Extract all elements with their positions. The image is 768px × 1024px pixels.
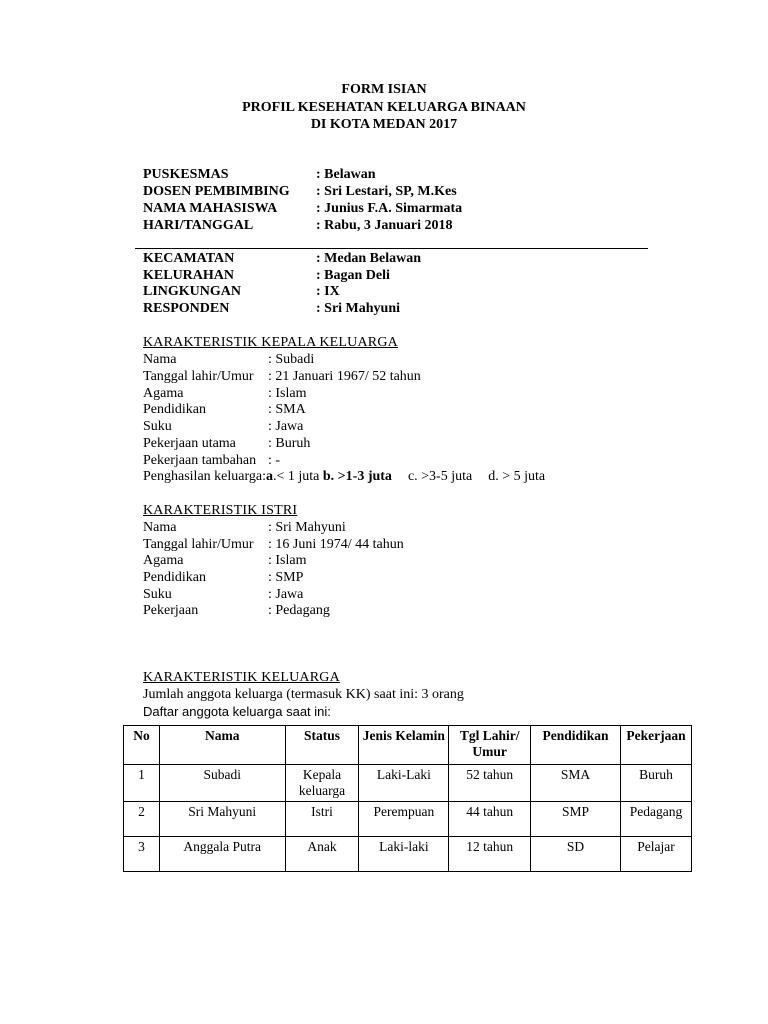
field-label: Pekerjaan tambahan (143, 453, 257, 468)
field-value: : Islam (268, 553, 307, 568)
table-cell: Istri (285, 802, 359, 837)
column-header: Tgl Lahir/ Umur (449, 726, 531, 765)
field-value: : Jawa (268, 587, 304, 602)
table-cell: 52 tahun (449, 765, 531, 802)
info-row-tanggal (143, 218, 453, 234)
table-cell: SMA (531, 765, 621, 802)
info-row-puskesmas (143, 167, 376, 183)
location-label: RESPONDEN (143, 301, 230, 316)
location-value: : IX (316, 284, 340, 299)
location-value: : Medan Belawan (316, 251, 421, 266)
field-label: Suku (143, 587, 172, 602)
kepala-field (143, 352, 314, 368)
table-cell: Sri Mahyuni (159, 802, 285, 837)
table-cell: SD (531, 837, 621, 872)
field-label: Pekerjaan (143, 603, 199, 618)
table-cell: Laki-laki (359, 837, 449, 872)
field-value: : 16 Juni 1974/ 44 tahun (268, 537, 404, 552)
location-row-responden (143, 301, 400, 317)
table-row (124, 837, 692, 872)
family-table (123, 725, 692, 872)
table-cell: SMP (531, 802, 621, 837)
column-header: Pekerjaan (620, 726, 691, 765)
location-row-kecamatan (143, 251, 421, 267)
income-colon: : (262, 469, 266, 484)
location-label: KELURAHAN (143, 268, 235, 283)
table-cell: Kepala keluarga (285, 765, 359, 802)
income-row (143, 469, 545, 485)
info-label: HARI/TANGGAL (143, 218, 254, 233)
table-cell: 3 (124, 837, 160, 872)
field-label: Agama (143, 386, 184, 401)
info-value: : Junius F.A. Simarmata (316, 201, 463, 216)
form-title: FORM ISIAN (341, 82, 427, 97)
istri-field (143, 553, 307, 569)
kepala-field (143, 436, 310, 452)
form-subtitle: PROFIL KESEHATAN KELUARGA BINAAN (242, 100, 526, 115)
location-value: : Bagan Deli (316, 268, 390, 283)
info-label: DOSEN PEMBIMBING (143, 184, 290, 199)
field-value: : Subadi (268, 352, 315, 367)
info-label: NAMA MAHASISWA (143, 201, 278, 216)
field-label: Agama (143, 553, 184, 568)
divider (135, 248, 648, 249)
table-header-row (124, 726, 692, 765)
kepala-field (143, 369, 421, 385)
column-header: Nama (159, 726, 285, 765)
column-header: No (124, 726, 160, 765)
location-row-lingkungan (143, 284, 340, 300)
table-cell: Pelajar (620, 837, 691, 872)
section-title-kepala: KARAKTERISTIK KEPALA KELUARGA (143, 335, 398, 350)
income-option-c: c. >3-5 juta (407, 469, 473, 484)
field-value: : Buruh (268, 436, 311, 451)
field-label: Tanggal lahir/Umur (143, 369, 254, 384)
istri-field (143, 537, 404, 553)
field-label: Suku (143, 419, 172, 434)
info-value: : Sri Lestari, SP, M.Kes (316, 184, 457, 199)
table-cell: Anggala Putra (159, 837, 285, 872)
table-cell: Pedagang (620, 802, 691, 837)
income-option-d: d. > 5 juta (488, 469, 546, 484)
istri-field (143, 603, 330, 619)
table-cell: 2 (124, 802, 160, 837)
field-value: : Jawa (268, 419, 304, 434)
kepala-field (143, 453, 280, 469)
income-option-b: b. >1-3 juta (322, 469, 392, 484)
field-value: : 21 Januari 1967/ 52 tahun (268, 369, 421, 384)
location-value: : Sri Mahyuni (316, 301, 401, 316)
field-label: Pekerjaan utama (143, 436, 236, 451)
info-value: : Belawan (316, 167, 376, 182)
field-label: Nama (143, 520, 177, 535)
table-cell: Anak (285, 837, 359, 872)
field-value: : SMA (268, 402, 306, 417)
info-label: PUSKESMAS (143, 167, 229, 182)
form-subtitle-year: DI KOTA MEDAN 2017 (310, 117, 458, 132)
table-cell: 1 (124, 765, 160, 802)
table-cell: 44 tahun (449, 802, 531, 837)
field-label: Pendidikan (143, 570, 206, 585)
field-label: Tanggal lahir/Umur (143, 537, 254, 552)
table-cell: Subadi (159, 765, 285, 802)
income-option-a-letter: a (266, 469, 273, 484)
info-row-dosen (143, 184, 457, 200)
location-row-kelurahan (143, 268, 390, 284)
table-cell: Perempuan (359, 802, 449, 837)
istri-field (143, 587, 303, 603)
field-value: : - (268, 453, 281, 468)
family-count: Jumlah anggota keluarga (termasuk KK) saat ini: 3 orang (143, 687, 464, 702)
income-label: Penghasilan keluarga (143, 469, 263, 484)
table-cell: 12 tahun (449, 837, 531, 872)
income-option-a: .< 1 juta (273, 469, 323, 484)
info-row-mahasiswa (143, 201, 462, 217)
location-label: KECAMATAN (143, 251, 235, 266)
field-value: : Islam (268, 386, 307, 401)
column-header: Jenis Kelamin (359, 726, 449, 765)
location-label: LINGKUNGAN (143, 284, 242, 299)
field-label: Nama (143, 352, 177, 367)
section-title-istri: KARAKTERISTIK ISTRI (143, 503, 298, 518)
column-header: Status (285, 726, 359, 765)
kepala-field (143, 419, 303, 435)
family-list-label: Daftar anggota keluarga saat ini: (143, 704, 331, 719)
kepala-field (143, 386, 307, 402)
table-row (124, 802, 692, 837)
table-row (124, 765, 692, 802)
field-value: : Pedagang (268, 603, 330, 618)
field-label: Pendidikan (143, 402, 206, 417)
section-title-keluarga: KARAKTERISTIK KELUARGA (143, 670, 340, 685)
column-header: Pendidikan (531, 726, 621, 765)
istri-field (143, 570, 303, 586)
table-cell: Buruh (620, 765, 691, 802)
field-value: : SMP (268, 570, 304, 585)
kepala-field (143, 402, 306, 418)
istri-field (143, 520, 346, 536)
field-value: : Sri Mahyuni (268, 520, 346, 535)
table-cell: Laki-Laki (359, 765, 449, 802)
info-value: : Rabu, 3 Januari 2018 (316, 218, 453, 233)
